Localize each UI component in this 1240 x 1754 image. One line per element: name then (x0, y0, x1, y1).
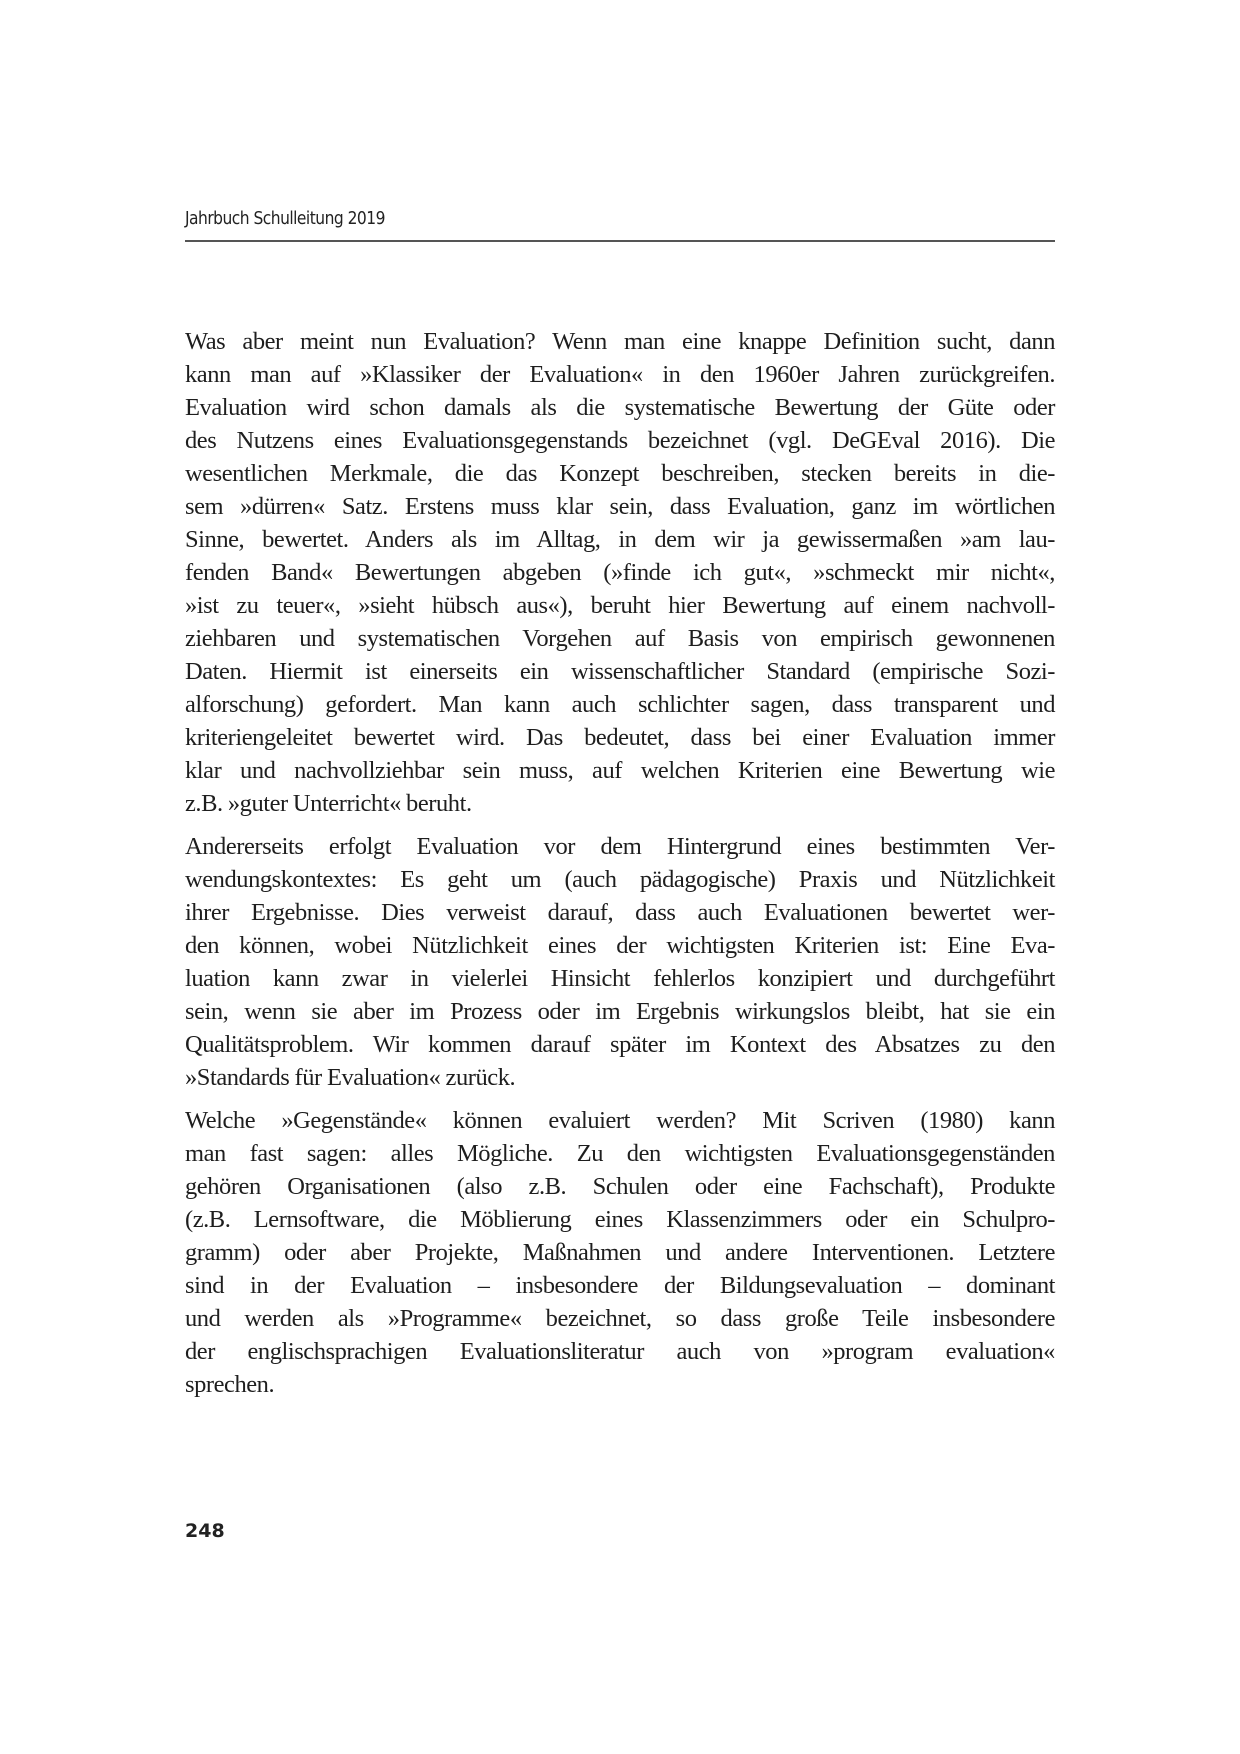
text-line: den können, wobei Nützlichkeit eines der wichtigsten Kriterien ist: Eine Eva- (185, 932, 1055, 959)
text-line: (z.B. Lernsoftware, die Möblierung eines Klassenzimmers oder ein Schulpro- (185, 1206, 1055, 1233)
text-line: Evaluation wird schon damals als die systematische Bewertung der Güte oder (185, 394, 1055, 421)
text-line: Andererseits erfolgt Evaluation vor dem Hintergrund eines bestimmten Ver- (185, 833, 1055, 860)
text-line: man fast sagen: alles Mögliche. Zu den wichtigsten Evaluationsgegenständen (185, 1140, 1055, 1167)
text-line: kriteriengeleitet bewertet wird. Das bedeutet, dass bei einer Evaluation immer (185, 724, 1055, 751)
running-header-title: Jahrbuch Schulleitung 2019 (185, 208, 385, 229)
text-line: sem »dürren« Satz. Erstens muss klar sein, dass Evaluation, ganz im wörtlichen (185, 493, 1055, 520)
paragraph-3 (185, 1104, 1055, 1401)
text-line: sein, wenn sie aber im Prozess oder im Ergebnis wirkungslos bleibt, hat sie ein (185, 998, 1055, 1025)
text-line: alforschung) gefordert. Man kann auch schlichter sagen, dass transparent und (185, 691, 1055, 718)
text-line: ziehbaren und systematischen Vorgehen auf Basis von empirisch gewonnenen (185, 625, 1055, 652)
text-line: wesentlichen Merkmale, die das Konzept beschreiben, stecken bereits in die- (185, 460, 1055, 487)
header-rule (185, 240, 1055, 242)
text-line: Was aber meint nun Evaluation? Wenn man eine knappe Definition sucht, dann (185, 328, 1055, 355)
text-line: wendungskontextes: Es geht um (auch pädagogische) Praxis und Nützlichkeit (185, 866, 1055, 893)
text-line: »ist zu teuer«, »sieht hübsch aus«), beruht hier Bewertung auf einem nachvoll- (185, 592, 1055, 619)
body-text (185, 325, 1055, 1411)
text-line: »Standards für Evaluation« zurück. (185, 1064, 516, 1091)
text-line: Daten. Hiermit ist einerseits ein wissenschaftlicher Standard (empirische Sozi- (185, 658, 1055, 685)
text-line: ihrer Ergebnisse. Dies verweist darauf, dass auch Evaluationen bewertet wer- (185, 899, 1055, 926)
text-line: Welche »Gegenstände« können evaluiert werden? Mit Scriven (1980) kann (185, 1107, 1055, 1134)
text-line: klar und nachvollziehbar sein muss, auf welchen Kriterien eine Bewertung wie (185, 757, 1055, 784)
text-line: Qualitätsproblem. Wir kommen darauf später im Kontext des Absatzes zu den (185, 1031, 1055, 1058)
text-line: luation kann zwar in vielerlei Hinsicht fehlerlos konzipiert und durchgeführt (185, 965, 1055, 992)
text-line: sind in der Evaluation – insbesondere der Bildungsevaluation – dominant (185, 1272, 1055, 1299)
text-line: z.B. »guter Unterricht« beruht. (185, 790, 472, 817)
paragraph-2 (185, 830, 1055, 1094)
text-line: der englischsprachigen Evaluationsliteratur auch von »program evaluation« (185, 1338, 1055, 1365)
text-line: gehören Organisationen (also z.B. Schulen oder eine Fachschaft), Produkte (185, 1173, 1055, 1200)
paragraph-1 (185, 325, 1055, 820)
text-line: Sinne, bewertet. Anders als im Alltag, in dem wir ja gewissermaßen »am lau- (185, 526, 1055, 553)
text-line: gramm) oder aber Projekte, Maßnahmen und andere Interventionen. Letztere (185, 1239, 1055, 1266)
page-number: 248 (185, 1520, 225, 1542)
text-line: sprechen. (185, 1371, 275, 1398)
text-line: des Nutzens eines Evaluationsgegenstands bezeichnet (vgl. DeGEval 2016). Die (185, 427, 1055, 454)
text-line: fenden Band« Bewertungen abgeben (»finde ich gut«, »schmeckt mir nicht«, (185, 559, 1055, 586)
text-line: kann man auf »Klassiker der Evaluation« in den 1960er Jahren zurückgreifen. (185, 361, 1055, 388)
text-line: und werden als »Programme« bezeichnet, so dass große Teile insbesondere (185, 1305, 1055, 1332)
